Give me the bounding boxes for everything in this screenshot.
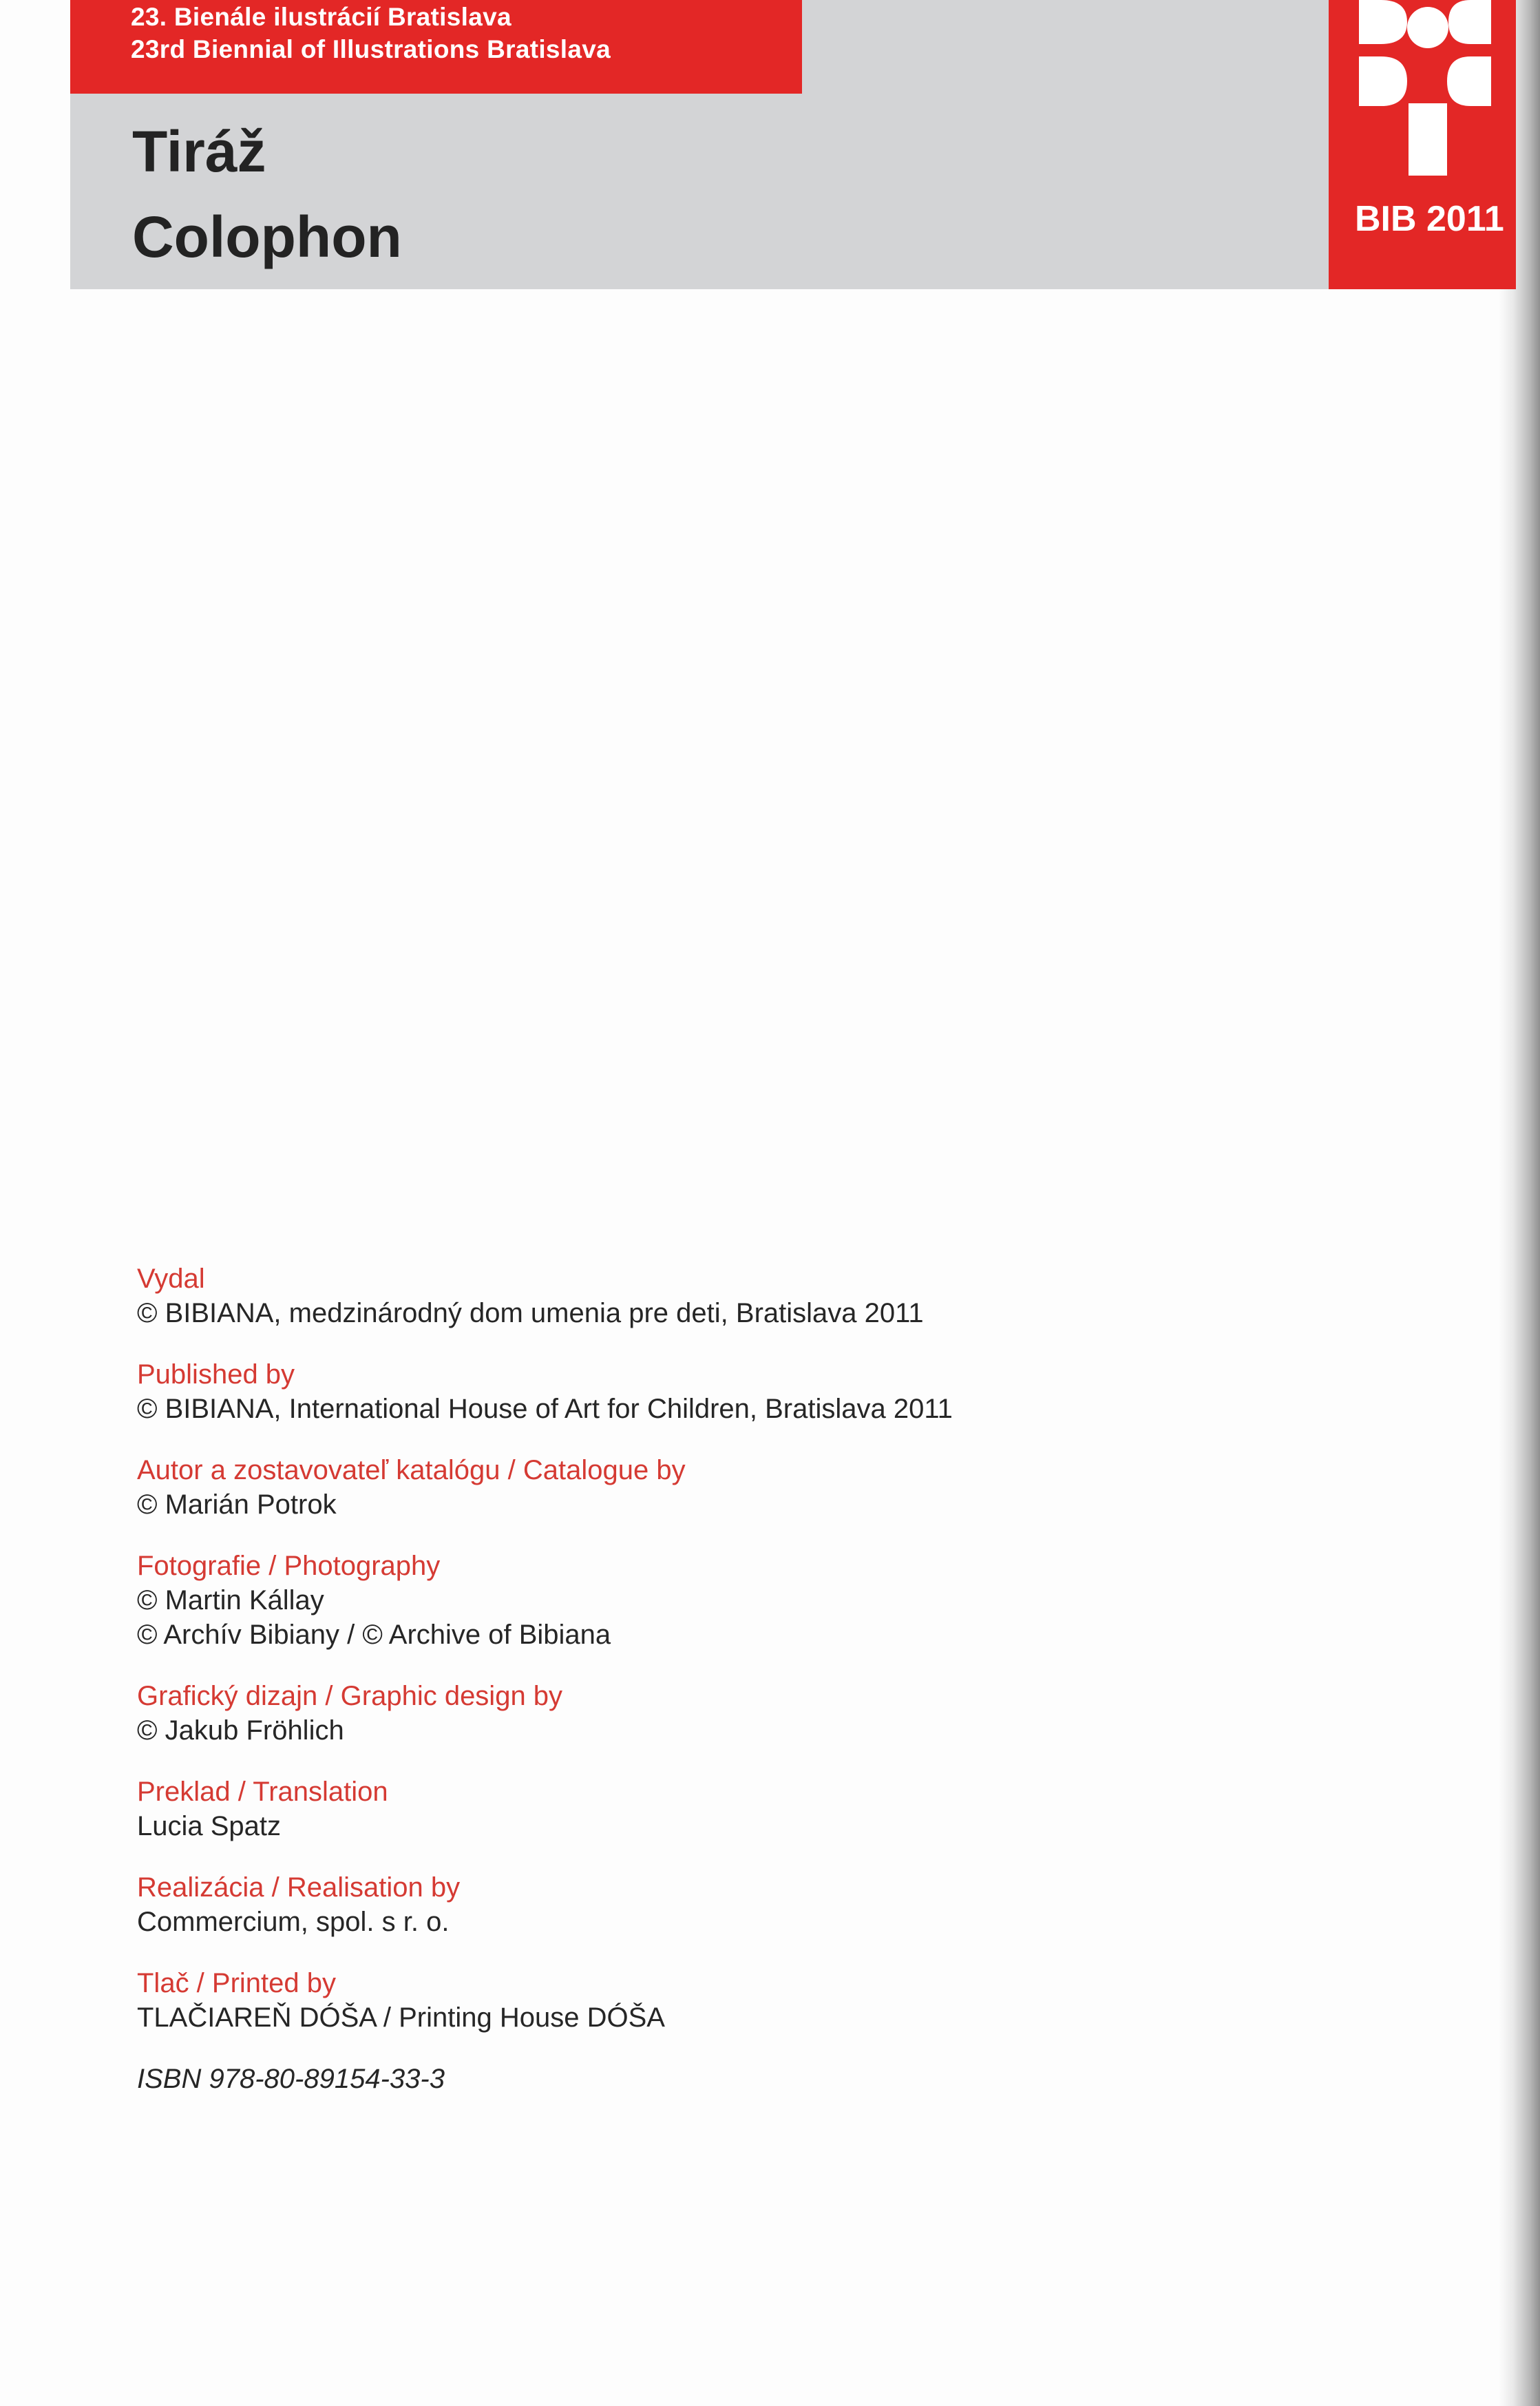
entry-value: © Martin Kállay (137, 1585, 324, 1615)
entry-label: Realizácia / Realisation by (137, 1872, 461, 1903)
entry-value: © Jakub Fröhlich (137, 1715, 344, 1746)
entry-value: © Marián Potrok (137, 1489, 337, 1520)
colophon-entry (137, 1357, 1170, 1426)
colophon-entry (137, 1966, 1170, 2035)
bib-year-label: BIB 2011 (1355, 199, 1504, 239)
page-title-en: Colophon (132, 205, 402, 269)
colophon-entry (137, 1679, 1170, 1748)
isbn: ISBN 978-80-89154-33-3 (137, 2064, 445, 2094)
entry-label: Vydal (137, 1264, 205, 1294)
entry-label: Preklad / Translation (137, 1777, 388, 1807)
colophon-entry (137, 1775, 1170, 1843)
entry-value: © BIBIANA, medzinárodný dom umenia pre deti, Bratislava 2011 (137, 1298, 924, 1328)
colophon-entry (137, 1870, 1170, 1939)
entry-label: Grafický dizajn / Graphic design by (137, 1681, 563, 1711)
entry-label: Tlač / Printed by (137, 1968, 337, 1998)
entry-label: Fotografie / Photography (137, 1551, 441, 1581)
series-banner (70, 0, 802, 94)
colophon-entry (137, 1453, 1170, 1522)
page-edge-shadow (1499, 0, 1540, 2406)
colophon-list (137, 1262, 1170, 2096)
entry-value: Commercium, spol. s r. o. (137, 1907, 450, 1937)
entry-label: Autor a zostavovateľ katalógu / Catalogue by (137, 1455, 686, 1485)
bib-badge (1329, 0, 1516, 289)
series-title-en: 23rd Biennial of Illustrations Bratislava (131, 35, 611, 63)
page-title-sk: Tiráž (132, 119, 266, 184)
bib-logo-icon (1353, 0, 1491, 176)
entry-value: © Archív Bibiany / © Archive of Bibiana (137, 1620, 611, 1650)
series-title-sk: 23. Bienále ilustrácií Bratislava (131, 3, 511, 31)
colophon-entry (137, 1262, 1170, 1330)
colophon-entry (137, 1549, 1170, 1652)
entry-label: Published by (137, 1359, 295, 1390)
entry-value: TLAČIAREŇ DÓŠA / Printing House DÓŠA (137, 2002, 665, 2033)
entry-value: Lucia Spatz (137, 1811, 282, 1841)
entry-value: © BIBIANA, International House of Art for Children, Bratislava 2011 (137, 1394, 953, 1424)
